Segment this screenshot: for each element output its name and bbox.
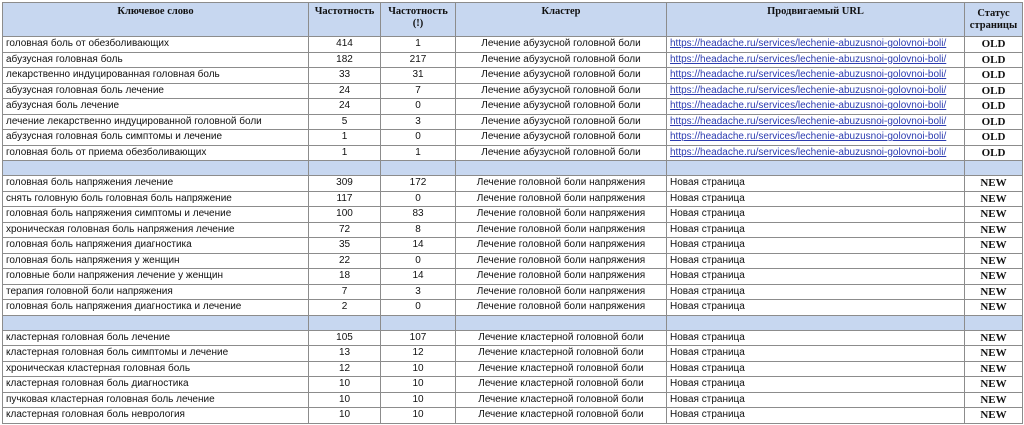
url-cell — [667, 145, 965, 161]
table-row — [3, 330, 1023, 346]
url-cell: Новая страница — [667, 238, 965, 254]
url-cell: Новая страница — [667, 269, 965, 285]
status-cell: NEW — [965, 284, 1023, 300]
separator-cell — [965, 161, 1023, 176]
frequency-cell: 105 — [309, 330, 381, 346]
url-cell — [667, 114, 965, 130]
url-cell: Новая страница — [667, 191, 965, 207]
frequency-cell: 5 — [309, 114, 381, 130]
keyword-cell: головная боль от обезболивающих — [3, 37, 309, 53]
table-row — [3, 408, 1023, 424]
keyword-cell: кластерная головная боль неврология — [3, 408, 309, 424]
header-url: Продвигаемый URL — [667, 3, 965, 37]
url-link[interactable]: https://headache.ru/services/lechenie-abuzusnoi-golovnoi-boli/ — [670, 53, 947, 65]
status-cell: OLD — [965, 68, 1023, 84]
status-cell: NEW — [965, 191, 1023, 207]
frequency-exact-cell: 0 — [381, 191, 456, 207]
table-row — [3, 176, 1023, 192]
status-cell: NEW — [965, 176, 1023, 192]
url-cell — [667, 83, 965, 99]
frequency-exact-cell: 10 — [381, 392, 456, 408]
table-row — [3, 145, 1023, 161]
group-separator-row — [3, 315, 1023, 330]
frequency-cell: 24 — [309, 99, 381, 115]
keyword-cell: хроническая кластерная головная боль — [3, 361, 309, 377]
cluster-cell: Лечение головной боли напряжения — [456, 176, 667, 192]
separator-cell — [309, 161, 381, 176]
url-cell — [667, 37, 965, 53]
url-cell: Новая страница — [667, 300, 965, 316]
frequency-cell: 1 — [309, 130, 381, 146]
frequency-cell: 24 — [309, 83, 381, 99]
status-cell: NEW — [965, 408, 1023, 424]
separator-cell — [3, 315, 309, 330]
status-cell: NEW — [965, 222, 1023, 238]
frequency-exact-cell: 8 — [381, 222, 456, 238]
header-status: Статус страницы — [965, 3, 1023, 37]
frequency-cell: 12 — [309, 361, 381, 377]
frequency-cell: 10 — [309, 392, 381, 408]
url-link[interactable]: https://headache.ru/services/lechenie-abuzusnoi-golovnoi-boli/ — [670, 100, 947, 112]
url-cell: Новая страница — [667, 222, 965, 238]
cluster-cell: Лечение абузусной головной боли — [456, 145, 667, 161]
frequency-cell: 10 — [309, 408, 381, 424]
table-row — [3, 269, 1023, 285]
cluster-cell: Лечение абузусной головной боли — [456, 68, 667, 84]
url-cell: Новая страница — [667, 207, 965, 223]
keyword-cell: кластерная головная боль лечение — [3, 330, 309, 346]
status-cell: NEW — [965, 207, 1023, 223]
keyword-cell: терапия головной боли напряжения — [3, 284, 309, 300]
cluster-cell: Лечение головной боли напряжения — [456, 207, 667, 223]
frequency-exact-cell: 0 — [381, 300, 456, 316]
frequency-cell: 117 — [309, 191, 381, 207]
table-row — [3, 52, 1023, 68]
frequency-exact-cell: 0 — [381, 253, 456, 269]
cluster-cell: Лечение головной боли напряжения — [456, 269, 667, 285]
frequency-exact-cell: 7 — [381, 83, 456, 99]
separator-cell — [667, 161, 965, 176]
url-cell — [667, 52, 965, 68]
url-cell — [667, 99, 965, 115]
cluster-cell: Лечение кластерной головной боли — [456, 392, 667, 408]
table-row — [3, 99, 1023, 115]
frequency-exact-cell: 14 — [381, 269, 456, 285]
separator-cell — [456, 161, 667, 176]
frequency-cell: 22 — [309, 253, 381, 269]
frequency-exact-cell: 12 — [381, 346, 456, 362]
frequency-exact-cell: 1 — [381, 37, 456, 53]
cluster-cell: Лечение кластерной головной боли — [456, 346, 667, 362]
frequency-exact-cell: 10 — [381, 408, 456, 424]
cluster-cell: Лечение головной боли напряжения — [456, 222, 667, 238]
table-row — [3, 191, 1023, 207]
keyword-cell: снять головную боль головная боль напряжение — [3, 191, 309, 207]
frequency-exact-cell: 10 — [381, 377, 456, 393]
cluster-cell: Лечение головной боли напряжения — [456, 284, 667, 300]
separator-cell — [3, 161, 309, 176]
frequency-exact-cell: 0 — [381, 99, 456, 115]
keyword-cell: лекарственно индуцированная головная боль — [3, 68, 309, 84]
separator-cell — [381, 161, 456, 176]
url-cell: Новая страница — [667, 346, 965, 362]
table-body — [3, 37, 1023, 424]
url-cell: Новая страница — [667, 253, 965, 269]
table-row — [3, 207, 1023, 223]
url-link[interactable]: https://headache.ru/services/lechenie-abuzusnoi-golovnoi-boli/ — [670, 38, 947, 50]
cluster-cell: Лечение головной боли напряжения — [456, 238, 667, 254]
separator-cell — [309, 315, 381, 330]
keyword-cell: головная боль напряжения у женщин — [3, 253, 309, 269]
status-cell: OLD — [965, 83, 1023, 99]
status-cell: OLD — [965, 145, 1023, 161]
url-link[interactable]: https://headache.ru/services/lechenie-abuzusnoi-golovnoi-boli/ — [670, 84, 947, 96]
table-row — [3, 222, 1023, 238]
status-cell: NEW — [965, 346, 1023, 362]
frequency-exact-cell: 3 — [381, 114, 456, 130]
url-link[interactable]: https://headache.ru/services/lechenie-abuzusnoi-golovnoi-boli/ — [670, 69, 947, 81]
status-cell: OLD — [965, 130, 1023, 146]
status-cell: OLD — [965, 114, 1023, 130]
keyword-cell: головная боль напряжения симптомы и лечение — [3, 207, 309, 223]
frequency-cell: 182 — [309, 52, 381, 68]
keyword-cell: кластерная головная боль симптомы и лечение — [3, 346, 309, 362]
frequency-exact-cell: 14 — [381, 238, 456, 254]
keyword-cell: головные боли напряжения лечение у женщин — [3, 269, 309, 285]
table-row — [3, 284, 1023, 300]
status-cell: OLD — [965, 99, 1023, 115]
frequency-cell: 35 — [309, 238, 381, 254]
frequency-cell: 18 — [309, 269, 381, 285]
header-cluster: Кластер — [456, 3, 667, 37]
table-row — [3, 238, 1023, 254]
frequency-exact-cell: 217 — [381, 52, 456, 68]
url-cell — [667, 130, 965, 146]
frequency-exact-cell: 10 — [381, 361, 456, 377]
table-row — [3, 130, 1023, 146]
cluster-cell: Лечение кластерной головной боли — [456, 377, 667, 393]
frequency-cell: 72 — [309, 222, 381, 238]
status-cell: NEW — [965, 377, 1023, 393]
table-row — [3, 37, 1023, 53]
keyword-cell: абузусная головная боль — [3, 52, 309, 68]
keyword-cell: головная боль от приема обезболивающих — [3, 145, 309, 161]
cluster-cell: Лечение абузусной головной боли — [456, 99, 667, 115]
url-cell: Новая страница — [667, 392, 965, 408]
table-row — [3, 114, 1023, 130]
frequency-cell: 10 — [309, 377, 381, 393]
cluster-cell: Лечение кластерной головной боли — [456, 330, 667, 346]
cluster-cell: Лечение кластерной головной боли — [456, 408, 667, 424]
url-cell: Новая страница — [667, 176, 965, 192]
cluster-cell: Лечение абузусной головной боли — [456, 52, 667, 68]
keyword-cell: кластерная головная боль диагностика — [3, 377, 309, 393]
cluster-cell: Лечение абузусной головной боли — [456, 83, 667, 99]
frequency-exact-cell: 31 — [381, 68, 456, 84]
separator-cell — [381, 315, 456, 330]
table-row — [3, 83, 1023, 99]
url-cell: Новая страница — [667, 408, 965, 424]
group-separator-row — [3, 161, 1023, 176]
table-row — [3, 68, 1023, 84]
status-cell: OLD — [965, 37, 1023, 53]
status-cell: NEW — [965, 361, 1023, 377]
keyword-cell: головная боль напряжения диагностика — [3, 238, 309, 254]
frequency-cell: 100 — [309, 207, 381, 223]
frequency-cell: 414 — [309, 37, 381, 53]
separator-cell — [965, 315, 1023, 330]
frequency-cell: 1 — [309, 145, 381, 161]
table-row — [3, 361, 1023, 377]
header-frequency-exact: Частотность (!) — [381, 3, 456, 37]
frequency-cell: 13 — [309, 346, 381, 362]
url-link[interactable]: https://headache.ru/services/lechenie-abuzusnoi-golovnoi-boli/ — [670, 146, 947, 158]
header-row — [3, 3, 1023, 37]
keyword-cell: абузусная боль лечение — [3, 99, 309, 115]
keyword-cell: пучковая кластерная головная боль лечение — [3, 392, 309, 408]
status-cell: OLD — [965, 52, 1023, 68]
keyword-cell: абузусная головная боль лечение — [3, 83, 309, 99]
status-cell: NEW — [965, 269, 1023, 285]
url-cell: Новая страница — [667, 361, 965, 377]
table-row — [3, 392, 1023, 408]
frequency-exact-cell: 107 — [381, 330, 456, 346]
keyword-cell: хроническая головная боль напряжения лечение — [3, 222, 309, 238]
cluster-cell: Лечение кластерной головной боли — [456, 361, 667, 377]
url-cell: Новая страница — [667, 377, 965, 393]
frequency-exact-cell: 0 — [381, 130, 456, 146]
table-row — [3, 253, 1023, 269]
url-link[interactable]: https://headache.ru/services/lechenie-abuzusnoi-golovnoi-boli/ — [670, 115, 947, 127]
header-keyword: Ключевое слово — [3, 3, 309, 37]
cluster-cell: Лечение головной боли напряжения — [456, 253, 667, 269]
frequency-exact-cell: 83 — [381, 207, 456, 223]
cluster-cell: Лечение абузусной головной боли — [456, 130, 667, 146]
frequency-cell: 309 — [309, 176, 381, 192]
status-cell: NEW — [965, 330, 1023, 346]
cluster-cell: Лечение головной боли напряжения — [456, 191, 667, 207]
url-link[interactable]: https://headache.ru/services/lechenie-abuzusnoi-golovnoi-boli/ — [670, 131, 947, 143]
status-cell: NEW — [965, 238, 1023, 254]
url-cell: Новая страница — [667, 284, 965, 300]
frequency-exact-cell: 1 — [381, 145, 456, 161]
frequency-exact-cell: 3 — [381, 284, 456, 300]
status-cell: NEW — [965, 300, 1023, 316]
frequency-exact-cell: 172 — [381, 176, 456, 192]
table-row — [3, 346, 1023, 362]
keyword-cell: головная боль напряжения лечение — [3, 176, 309, 192]
separator-cell — [456, 315, 667, 330]
cluster-cell: Лечение головной боли напряжения — [456, 300, 667, 316]
table-row — [3, 377, 1023, 393]
url-cell: Новая страница — [667, 330, 965, 346]
separator-cell — [667, 315, 965, 330]
status-cell: NEW — [965, 253, 1023, 269]
keyword-cell: лечение лекарственно индуцированной головной боли — [3, 114, 309, 130]
keyword-cell: абузусная головная боль симптомы и лечение — [3, 130, 309, 146]
frequency-cell: 33 — [309, 68, 381, 84]
keyword-cell: головная боль напряжения диагностика и лечение — [3, 300, 309, 316]
table-row — [3, 300, 1023, 316]
frequency-cell: 2 — [309, 300, 381, 316]
frequency-cell: 7 — [309, 284, 381, 300]
cluster-cell: Лечение абузусной головной боли — [456, 114, 667, 130]
keyword-cluster-table — [2, 2, 1023, 424]
status-cell: NEW — [965, 392, 1023, 408]
header-frequency: Частотность — [309, 3, 381, 37]
url-cell — [667, 68, 965, 84]
cluster-cell: Лечение абузусной головной боли — [456, 37, 667, 53]
